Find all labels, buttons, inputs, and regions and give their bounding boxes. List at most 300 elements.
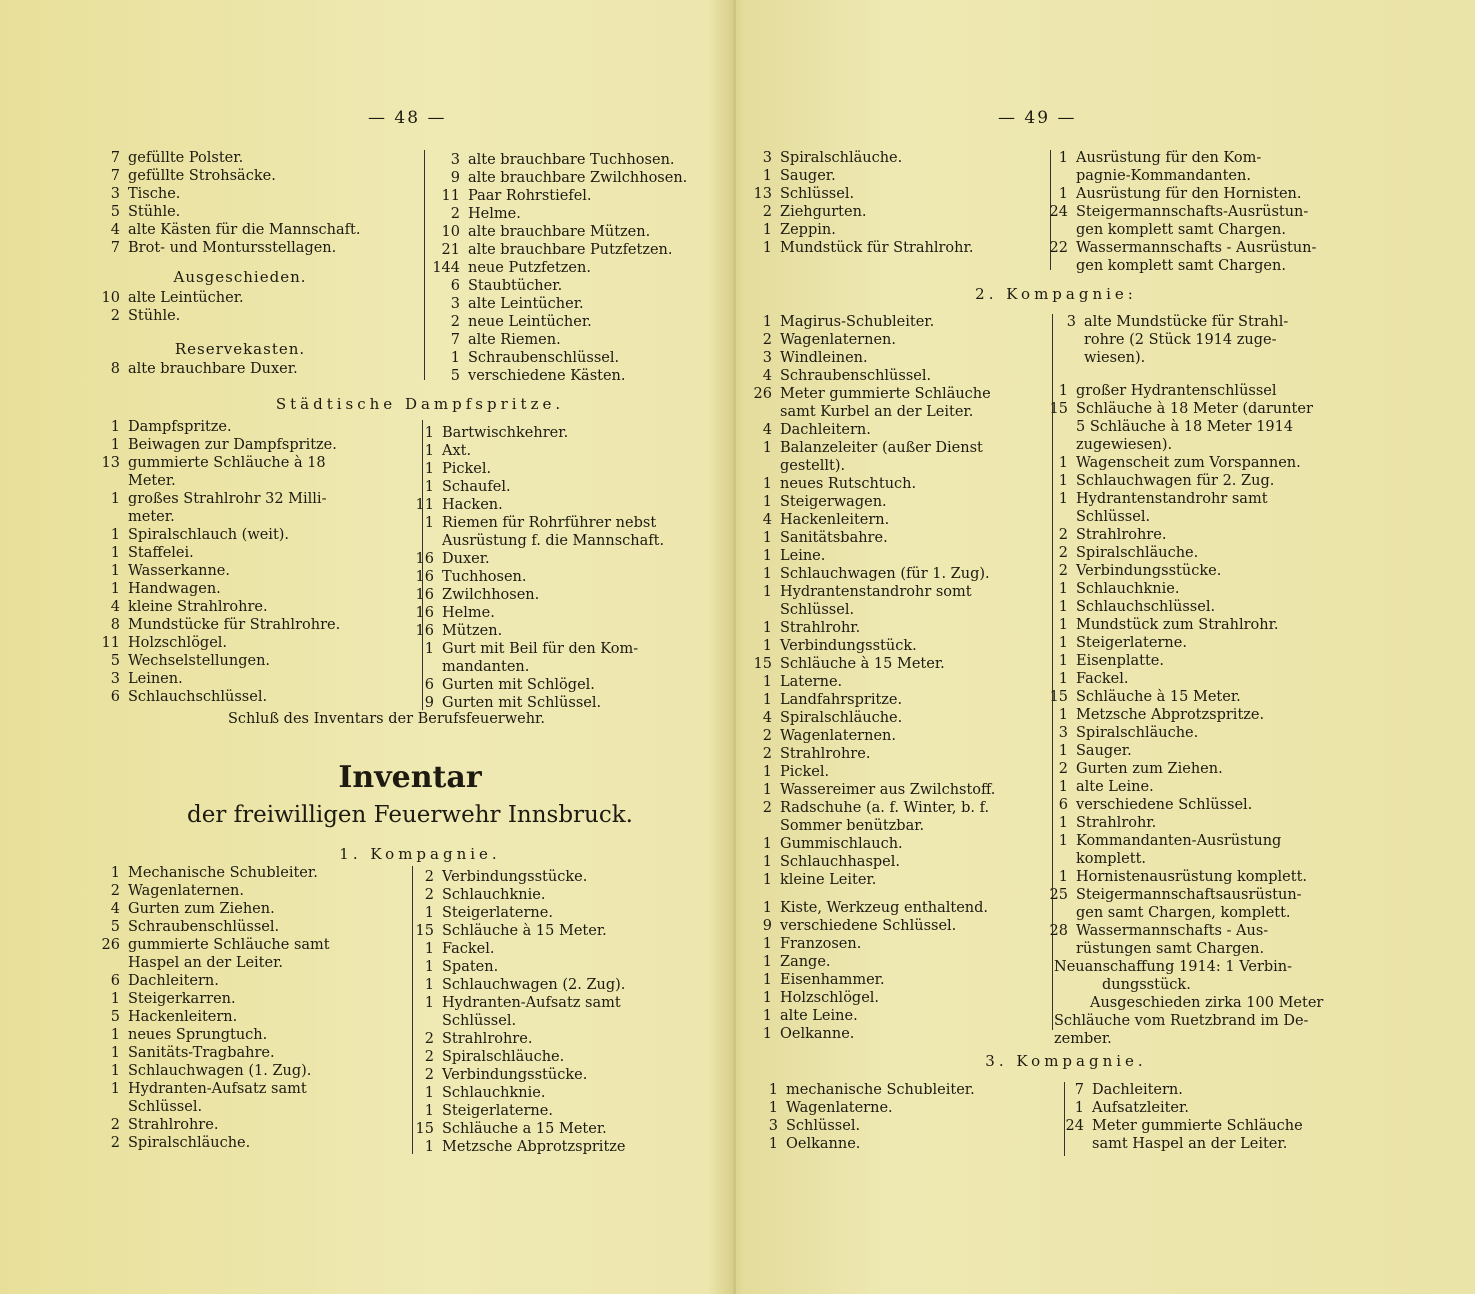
inventory-item <box>86 149 360 167</box>
item-description: neues Sprungtuch. <box>128 1027 268 1043</box>
item-quantity: 1 <box>110 545 120 561</box>
item-description: Schlüssel. <box>786 1118 861 1134</box>
inventory-item <box>738 313 995 331</box>
item-quantity: 26 <box>101 937 120 953</box>
item-quantity: 1 <box>424 1103 434 1119</box>
item-description: Schlüssel. <box>1076 509 1151 525</box>
item-quantity: 3 <box>1066 314 1076 330</box>
inventory-item <box>86 1026 330 1044</box>
item-description: alte Leintücher. <box>468 296 584 312</box>
item-quantity: 2 <box>1058 563 1068 579</box>
item-quantity: 1 <box>110 491 120 507</box>
item-description: Sanitäts-Tragbahre. <box>128 1045 275 1061</box>
item-quantity: 21 <box>441 242 460 258</box>
item-description: Paar Rohrstiefel. <box>468 188 592 204</box>
item-description: Meter gummierte Schläuche <box>1092 1118 1303 1134</box>
item-description: Gurten zum Ziehen. <box>128 901 275 917</box>
item-quantity: 1 <box>762 990 772 1006</box>
item-description: Hydranten-Aufsatz samt <box>128 1081 307 1097</box>
item-quantity: 11 <box>415 497 434 513</box>
item-description: Leine. <box>780 548 826 564</box>
inventory-item <box>86 954 330 972</box>
inventory-column <box>400 868 626 1156</box>
item-description: Mützen. <box>442 623 503 639</box>
item-description: Schläuche à 18 Meter (darunter <box>1076 401 1313 417</box>
item-description: Gurt mit Beil für den Kom- <box>442 641 639 657</box>
item-quantity: 1 <box>762 764 772 780</box>
inventory-item <box>738 673 995 691</box>
item-quantity: 1 <box>762 836 772 852</box>
item-description: Aufsatzleiter. <box>1092 1100 1189 1116</box>
item-description: Schlüssel. <box>442 1013 517 1029</box>
item-description: Fackel. <box>442 941 495 957</box>
item-quantity: 13 <box>101 455 120 471</box>
item-description: Beiwagen zur Dampfspritze. <box>128 437 337 453</box>
item-quantity: 3 <box>110 671 120 687</box>
inventory-item <box>1034 382 1313 400</box>
item-quantity: 1 <box>424 1085 434 1101</box>
inventory-item <box>86 1044 330 1062</box>
inventory-item <box>400 568 664 586</box>
inventory-item <box>86 580 340 598</box>
inventory-item <box>738 185 973 203</box>
item-quantity: 7 <box>110 150 120 166</box>
item-quantity: 3 <box>768 1118 778 1134</box>
item-description: Riemen für Rohrführer nebst <box>442 515 657 531</box>
item-description: Wagenscheit zum Vorspannen. <box>1076 455 1301 471</box>
item-quantity: 4 <box>762 422 772 438</box>
inventory-item <box>1034 562 1313 580</box>
item-quantity: 13 <box>753 186 772 202</box>
document-title: Inventar <box>338 760 482 795</box>
inventory-item <box>738 745 995 763</box>
item-description: Mundstücke für Strahlrohre. <box>128 617 341 633</box>
inventory-item <box>738 637 995 655</box>
inventory-item <box>86 289 244 307</box>
inventory-column <box>86 360 298 378</box>
item-quantity: 1 <box>762 530 772 546</box>
item-quantity: 3 <box>762 350 772 366</box>
inventory-item <box>400 676 664 694</box>
item-quantity: 2 <box>762 728 772 744</box>
item-quantity: 1 <box>762 972 772 988</box>
item-description: Spiralschläuche. <box>1076 545 1199 561</box>
item-description: Gurten mit Schlüssel. <box>442 695 602 711</box>
inventory-item <box>400 478 664 496</box>
inventory-item <box>400 958 626 976</box>
inventory-item <box>1034 904 1313 922</box>
inventory-item <box>400 1066 626 1084</box>
inventory-column <box>738 149 973 257</box>
inventory-item <box>1034 688 1313 706</box>
inventory-item <box>400 586 664 604</box>
item-quantity: 1 <box>424 977 434 993</box>
item-quantity: 1 <box>1058 671 1068 687</box>
inventory-column <box>738 313 995 889</box>
inventory-item <box>400 658 664 676</box>
item-quantity: 10 <box>441 224 460 240</box>
inventory-item <box>1034 454 1313 472</box>
inventory-item <box>1034 814 1313 832</box>
item-quantity: 1 <box>1058 779 1068 795</box>
item-description: Tuchhosen. <box>442 569 527 585</box>
item-quantity: 1 <box>424 641 434 657</box>
inventory-item <box>1034 850 1313 868</box>
item-quantity: 1 <box>110 1063 120 1079</box>
item-quantity: 1 <box>1058 473 1068 489</box>
inventory-item <box>738 1025 988 1043</box>
inventory-item <box>1034 526 1313 544</box>
item-description: Gurten mit Schlögel. <box>442 677 595 693</box>
item-description: Hornistenausrüstung komplett. <box>1076 869 1308 885</box>
inventory-item <box>1034 796 1313 814</box>
item-description: Windleinen. <box>780 350 868 366</box>
item-description: gen komplett samt Chargen. <box>1076 258 1286 274</box>
inventory-item <box>1034 508 1313 526</box>
inventory-item <box>426 205 687 223</box>
neuanschaffung-note <box>1054 958 1292 994</box>
item-quantity: 2 <box>110 1135 120 1151</box>
item-description: Spiralschläuche. <box>1076 725 1199 741</box>
item-description: Metzsche Abprotzspritze <box>442 1139 626 1155</box>
item-quantity: 1 <box>762 476 772 492</box>
item-quantity: 22 <box>1049 240 1068 256</box>
item-quantity: 1 <box>424 1139 434 1155</box>
item-quantity: 1 <box>1058 869 1068 885</box>
item-quantity: 1 <box>1058 150 1068 166</box>
item-description: Sauger. <box>1076 743 1132 759</box>
item-quantity: 2 <box>762 800 772 816</box>
item-description: Eisenplatte. <box>1076 653 1164 669</box>
item-quantity: 1 <box>424 461 434 477</box>
item-description: Strahlrohre. <box>442 1031 533 1047</box>
inventory-item <box>86 1008 330 1026</box>
inventory-item <box>86 167 360 185</box>
inventory-item <box>1034 724 1313 742</box>
item-quantity: 1 <box>450 350 460 366</box>
item-description: Dampfspritze. <box>128 419 232 435</box>
item-description: Leinen. <box>128 671 183 687</box>
item-description: Wagenlaternen. <box>128 883 244 899</box>
item-quantity: 1 <box>762 566 772 582</box>
item-quantity: 1 <box>1058 599 1068 615</box>
item-quantity: 2 <box>110 308 120 324</box>
item-description: Duxer. <box>442 551 490 567</box>
item-quantity: 2 <box>424 869 434 885</box>
item-description: alte Leine. <box>1076 779 1154 795</box>
inventory-item <box>426 187 687 205</box>
item-description: Wassermannschafts - Aus- <box>1076 923 1269 939</box>
item-description: Kiste, Werkzeug enthaltend. <box>780 900 989 916</box>
inventory-item <box>86 1116 330 1134</box>
inventory-column <box>1034 149 1316 275</box>
item-quantity: 1 <box>424 905 434 921</box>
item-description: Schläuche à 15 Meter. <box>1076 689 1241 705</box>
inventory-item <box>400 1012 626 1030</box>
item-description: Staubtücher. <box>468 278 563 294</box>
item-description: Staffelei. <box>128 545 194 561</box>
item-description: gefüllte Polster. <box>128 150 244 166</box>
item-description: Strahlrohre. <box>1076 527 1167 543</box>
inventory-item <box>738 853 995 871</box>
item-description: Wagenlaternen. <box>780 332 896 348</box>
item-description: gefüllte Strohsäcke. <box>128 168 276 184</box>
item-description: Schlauchwagen (2. Zug). <box>442 977 626 993</box>
item-quantity: 1 <box>424 995 434 1011</box>
item-description: Gummischlauch. <box>780 836 903 852</box>
inventory-item <box>1034 221 1316 239</box>
inventory-item <box>1034 940 1313 958</box>
item-quantity: 4 <box>110 599 120 615</box>
inventory-item <box>738 583 995 601</box>
inventory-item <box>738 935 988 953</box>
item-quantity: 16 <box>415 551 434 567</box>
item-quantity: 2 <box>110 1117 120 1133</box>
item-quantity: 1 <box>1058 186 1068 202</box>
item-quantity: 1 <box>762 674 772 690</box>
inventory-column <box>86 149 360 257</box>
inventory-item <box>738 385 995 403</box>
item-description: großer Hydrantenschlüssel <box>1076 383 1277 399</box>
item-quantity: 15 <box>415 923 434 939</box>
item-quantity: 2 <box>762 332 772 348</box>
item-description: alte brauchbare Duxer. <box>128 361 298 377</box>
item-description: neue Putzfetzen. <box>468 260 591 276</box>
note-line: Schläuche vom Ruetzbrand im De- <box>1054 1013 1309 1029</box>
item-description: Schlüssel. <box>128 1099 203 1115</box>
inventory-item <box>738 565 995 583</box>
item-description: Mechanische Schubleiter. <box>128 865 318 881</box>
inventory-item <box>86 1134 330 1152</box>
item-quantity: 1 <box>762 1008 772 1024</box>
inventory-item <box>86 652 340 670</box>
item-description: alte Mundstücke für Strahl- <box>1084 314 1289 330</box>
item-description: verschiedene Schlüssel. <box>780 918 957 934</box>
inventory-item <box>738 349 995 367</box>
inventory-item <box>426 241 687 259</box>
item-description: Mundstück zum Strahlrohr. <box>1076 617 1279 633</box>
item-description: wiesen). <box>1084 350 1146 366</box>
inventory-item <box>86 882 330 900</box>
inventory-column <box>1034 382 1313 958</box>
item-description: gen komplett samt Chargen. <box>1076 222 1286 238</box>
item-description: Ausrüstung f. die Mannschaft. <box>442 533 665 549</box>
item-quantity: 6 <box>424 677 434 693</box>
item-quantity: 1 <box>762 314 772 330</box>
item-description: Steigerwagen. <box>780 494 887 510</box>
item-description: Zeppin. <box>780 222 836 238</box>
item-quantity: 11 <box>101 635 120 651</box>
item-description: Ausrüstung für den Kom- <box>1076 150 1262 166</box>
item-description: großes Strahlrohr 32 Milli- <box>128 491 327 507</box>
item-description: Schlauchhaspel. <box>780 854 901 870</box>
item-quantity: 2 <box>424 1031 434 1047</box>
inventory-item <box>738 475 995 493</box>
item-description: Wagenlaternen. <box>780 728 896 744</box>
item-quantity: 8 <box>110 617 120 633</box>
inventory-item <box>1034 149 1316 167</box>
item-quantity: 15 <box>753 656 772 672</box>
item-description: Strahlrohr. <box>1076 815 1157 831</box>
inventory-item <box>738 817 995 835</box>
item-description: Strahlrohre. <box>780 746 871 762</box>
item-description: Mundstück für Strahlrohr. <box>780 240 974 256</box>
inventory-item <box>400 532 664 550</box>
inventory-item <box>1034 436 1313 454</box>
inventory-item <box>738 221 973 239</box>
item-quantity: 1 <box>1058 833 1068 849</box>
inventory-item <box>86 864 330 882</box>
item-quantity: 5 <box>110 919 120 935</box>
item-description: alte brauchbare Zwilchhosen. <box>468 170 688 186</box>
item-description: Wassereimer aus Zwilchstoff. <box>780 782 996 798</box>
inventory-item <box>1034 472 1313 490</box>
item-quantity: 1 <box>762 936 772 952</box>
item-quantity: 1 <box>768 1136 778 1152</box>
item-quantity: 1 <box>762 584 772 600</box>
item-description: Schlauchschlüssel. <box>128 689 268 705</box>
item-quantity: 1 <box>110 527 120 543</box>
item-description: Pickel. <box>442 461 492 477</box>
inventory-item <box>1034 203 1316 221</box>
item-description: Ziehgurten. <box>780 204 867 220</box>
item-quantity: 1 <box>110 1081 120 1097</box>
inventory-item <box>426 313 687 331</box>
inventory-item <box>1050 1117 1303 1135</box>
item-description: alte brauchbare Tuchhosen. <box>468 152 675 168</box>
item-quantity: 1 <box>110 865 120 881</box>
item-description: Steigermannschafts-Ausrüstun- <box>1076 204 1309 220</box>
inventory-item <box>86 634 340 652</box>
item-description: Schläuche à 15 Meter. <box>442 923 607 939</box>
inventory-item <box>1050 1081 1303 1099</box>
inventory-item <box>1034 400 1313 418</box>
inventory-item <box>86 1062 330 1080</box>
item-quantity: 1 <box>762 222 772 238</box>
item-description: Stühle. <box>128 204 181 220</box>
item-description: Verbindungsstück. <box>780 638 917 654</box>
inventory-item <box>738 601 995 619</box>
item-quantity: 1 <box>110 991 120 1007</box>
item-description: Wasserkanne. <box>128 563 230 579</box>
inventory-item <box>400 940 626 958</box>
inventory-item <box>400 1102 626 1120</box>
note-line: Ausgeschieden zirka 100 Meter <box>1090 995 1324 1011</box>
inventory-item <box>86 670 340 688</box>
item-description: Schläuche à 15 Meter. <box>780 656 945 672</box>
item-description: Radschuhe (a. f. Winter, b. f. <box>780 800 990 816</box>
item-quantity: 4 <box>762 512 772 528</box>
inventory-column <box>744 1081 975 1153</box>
item-description: Spiralschläuche. <box>780 710 903 726</box>
item-description: Dachleitern. <box>1092 1082 1183 1098</box>
inventory-item <box>400 460 664 478</box>
item-quantity: 15 <box>1049 401 1068 417</box>
item-quantity: 28 <box>1049 923 1068 939</box>
item-description: Steigerlaterne. <box>442 905 553 921</box>
item-description: Schlauchknie. <box>442 1085 546 1101</box>
item-quantity: 5 <box>110 653 120 669</box>
item-description: rohre (2 Stück 1914 zuge- <box>1084 332 1277 348</box>
note-line: Neuanschaffung 1914: 1 Verbin- <box>1054 959 1293 975</box>
inventory-item <box>738 989 988 1007</box>
item-quantity: 1 <box>762 692 772 708</box>
item-description: Brot- und Montursstellagen. <box>128 240 337 256</box>
inventory-item <box>426 331 687 349</box>
item-description: Schaufel. <box>442 479 511 495</box>
inventory-item <box>426 151 687 169</box>
inventory-item <box>1034 922 1313 940</box>
item-description: Kommandanten-Ausrüstung <box>1076 833 1282 849</box>
item-description: Magirus-Schubleiter. <box>780 314 935 330</box>
item-quantity: 10 <box>101 290 120 306</box>
item-quantity: 1 <box>1058 653 1068 669</box>
inventory-item <box>86 544 340 562</box>
item-description: pagnie-Kommandanten. <box>1076 168 1251 184</box>
item-quantity: 1 <box>424 479 434 495</box>
inventory-item <box>738 709 995 727</box>
inventory-item <box>86 936 330 954</box>
item-quantity: 7 <box>110 168 120 184</box>
inventory-item <box>738 1007 988 1025</box>
inventory-item <box>738 239 973 257</box>
item-description: mandanten. <box>442 659 530 675</box>
inventory-item <box>1034 868 1313 886</box>
item-description: Metzsche Abprotzspritze. <box>1076 707 1265 723</box>
inventory-item <box>86 307 244 325</box>
item-description: Eisenhammer. <box>780 972 885 988</box>
item-quantity: 2 <box>762 204 772 220</box>
inventory-item <box>86 221 360 239</box>
inventory-item <box>738 511 995 529</box>
item-description: Steigerlaterne. <box>1076 635 1187 651</box>
inventory-item <box>400 694 664 712</box>
item-quantity: 1 <box>762 954 772 970</box>
inventory-column <box>400 424 664 712</box>
item-quantity: 7 <box>110 240 120 256</box>
inventory-item <box>400 424 664 442</box>
item-description: Schraubenschlüssel. <box>780 368 932 384</box>
inventory-item <box>1034 760 1313 778</box>
inventory-item <box>1034 544 1313 562</box>
item-quantity: 8 <box>110 361 120 377</box>
inventory-item <box>738 421 995 439</box>
inventory-item <box>738 493 995 511</box>
inventory-item <box>1034 832 1313 850</box>
inventory-item <box>86 1080 330 1098</box>
document-subtitle: der freiwilligen Feuerwehr Innsbruck. <box>186 802 633 828</box>
inventory-item <box>1034 598 1313 616</box>
inventory-item <box>1042 313 1288 331</box>
left-page <box>0 0 733 1294</box>
inventory-column <box>1050 1081 1303 1153</box>
item-description: neues Rutschtuch. <box>780 476 917 492</box>
item-description: alte Riemen. <box>468 332 561 348</box>
section-heading: Reservekasten. <box>174 340 306 358</box>
item-description: gestellt). <box>780 458 846 474</box>
inventory-item <box>86 239 360 257</box>
section-heading: 1. Kompagnie. <box>339 845 501 863</box>
inventory-item <box>400 922 626 940</box>
item-description: gummierte Schläuche samt <box>128 937 330 953</box>
inventory-item <box>1034 580 1313 598</box>
inventory-item <box>738 799 995 817</box>
item-quantity: 2 <box>1058 545 1068 561</box>
item-description: samt Kurbel an der Leiter. <box>780 404 974 420</box>
inventory-item <box>738 691 995 709</box>
item-description: Hydrantenstandrohr samt <box>1076 491 1268 507</box>
inventory-item <box>426 259 687 277</box>
